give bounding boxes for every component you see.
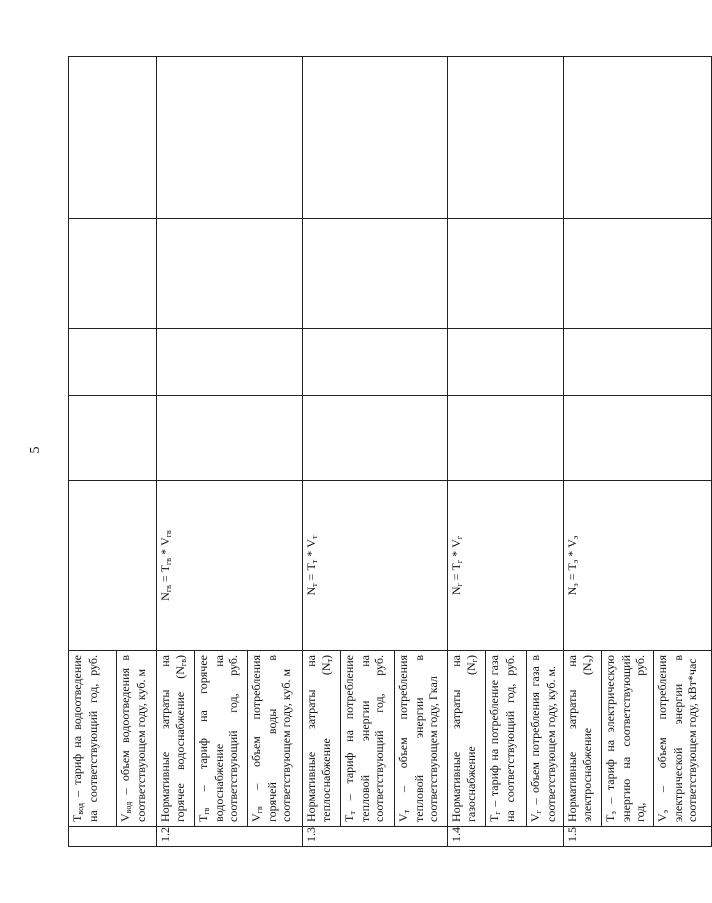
table-row <box>69 57 117 847</box>
table-row <box>448 57 486 847</box>
row-description: $V_{вод}$ – объем водоотведения в соответствующем году, куб. м <box>117 651 157 827</box>
normative-costs-table <box>68 56 712 847</box>
row-description: $V_э$ – объем потребления электрической энергии в соответствующем году, кВт*час <box>654 651 712 827</box>
empty-cell <box>448 396 564 481</box>
row-description: Нормативные затраты на газоснабжение $(N_г)$ <box>448 651 486 827</box>
table-row <box>157 57 195 847</box>
empty-cell <box>157 57 303 219</box>
row-description: $Т_э$ – тариф на электрическую энергию на соответствующий год, руб. <box>602 651 654 827</box>
row-formula <box>69 481 157 651</box>
row-description: $Т_{вод}$ – тариф на водоотведение на соответствующий год, руб. <box>69 651 117 827</box>
empty-cell <box>303 219 448 329</box>
row-number: 1.2 <box>157 827 303 847</box>
empty-cell <box>564 396 712 481</box>
table-body <box>69 57 712 847</box>
row-formula: $N_г = Т_г * V_г$ <box>448 481 564 651</box>
empty-cell <box>303 396 448 481</box>
row-number: 1.4 <box>448 827 564 847</box>
row-formula: $N_э = Т_э * V_э$ <box>564 481 712 651</box>
table-row <box>303 57 341 847</box>
empty-cell <box>448 329 564 396</box>
empty-cell <box>303 57 448 219</box>
row-formula: $N_т = Т_т * V_т$ <box>303 481 448 651</box>
row-number: 1.3 <box>303 827 448 847</box>
empty-cell <box>69 329 157 396</box>
row-number <box>69 827 157 847</box>
row-description: Нормативные затраты на теплоснабжение $(N_т)$ <box>303 651 341 827</box>
empty-cell <box>564 57 712 219</box>
empty-cell <box>69 57 157 219</box>
rotated-table-wrapper <box>68 57 700 847</box>
empty-cell <box>69 396 157 481</box>
empty-cell <box>157 329 303 396</box>
empty-cell <box>448 219 564 329</box>
row-description: Нормативные затраты на горячее водоснабжение $(N_{гв})$ <box>157 651 195 827</box>
row-description: Нормативные затраты на электроснабжение $(N_э)$ <box>564 651 602 827</box>
empty-cell <box>448 57 564 219</box>
empty-cell <box>303 329 448 396</box>
table-row <box>564 57 602 847</box>
row-description: $V_г$ – объем потребления газа в соответствующем году, куб. м. <box>527 651 564 827</box>
empty-cell <box>157 219 303 329</box>
row-description: $Т_т$ – тариф на потребление тепловой энергии на соответствующий год, руб. <box>341 651 395 827</box>
row-description: $V_т$ – объем потребления тепловой энергии в соответствующем году, Гкал <box>395 651 448 827</box>
empty-cell <box>564 329 712 396</box>
empty-cell <box>157 396 303 481</box>
row-number: 1.5 <box>564 827 712 847</box>
row-description: $Т_{гв}$ – тариф на горячее водоснабжение на соответствующий год, руб. <box>195 651 248 827</box>
row-description: $V_{гв}$ – объем потребления горячей воды в соответствующем году, куб. м <box>248 651 303 827</box>
page-number: 5 <box>28 446 43 454</box>
empty-cell <box>69 219 157 329</box>
row-formula: $N_{гв} = Т_{гв} * V_{гв}$ <box>157 481 303 651</box>
empty-cell <box>564 219 712 329</box>
row-description: $Т_г$ – тариф на потребление газа на соответствующий год, руб. <box>486 651 527 827</box>
